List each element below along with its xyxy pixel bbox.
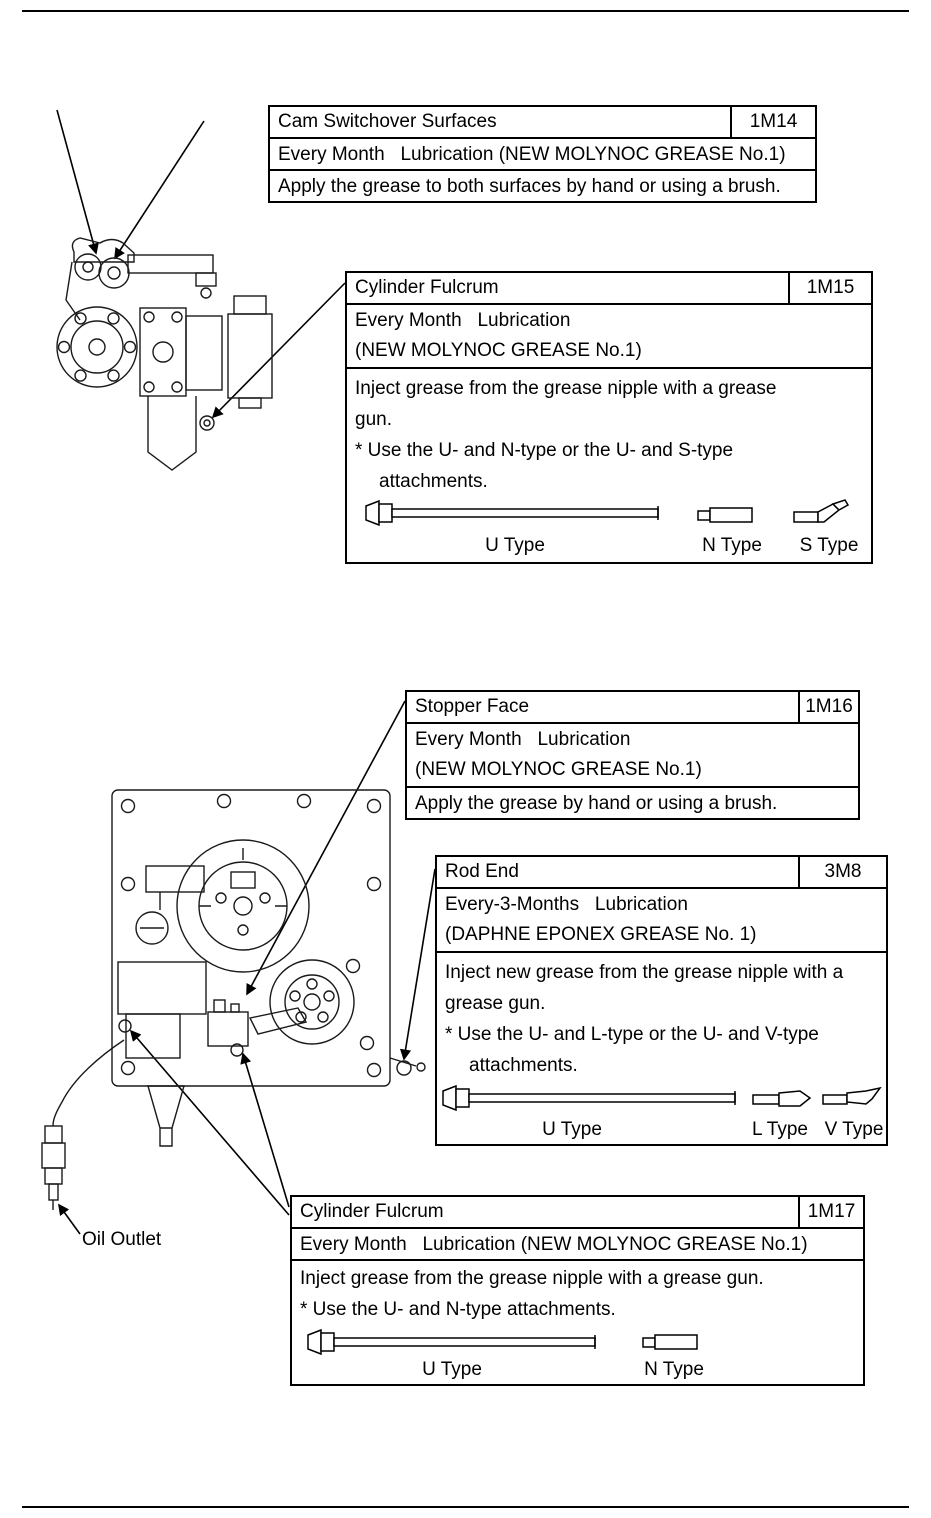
leader-cam-surface-1 bbox=[57, 110, 96, 253]
callout-title: Cylinder Fulcrum bbox=[300, 1201, 444, 1222]
u-type-attachment-diagram bbox=[365, 499, 665, 527]
s-type-attachment-diagram bbox=[793, 499, 855, 525]
instruction-line: * Use the U- and N-type attachments. bbox=[300, 1299, 616, 1320]
n-type-attachment-diagram bbox=[642, 1332, 700, 1352]
callout-cylinder-fulcrum-1m15 bbox=[345, 271, 873, 564]
u-type-label: U Type bbox=[422, 1359, 482, 1380]
instruction-line: * Use the U- and N-type or the U- and S-type bbox=[355, 440, 734, 461]
schedule-line: Every Month Lubrication (NEW MOLYNOC GREASE No.1) bbox=[278, 144, 786, 165]
callout-cylinder-fulcrum-1m17 bbox=[290, 1195, 865, 1386]
schedule-line: Every-3-Months Lubrication bbox=[445, 894, 688, 915]
instruction-line: Apply the grease by hand or using a brush. bbox=[415, 793, 778, 814]
schedule-line: Every Month Lubrication bbox=[355, 310, 571, 331]
instruction-line: * Use the U- and L-type or the U- and V-type bbox=[445, 1024, 819, 1045]
callout-code: 1M15 bbox=[788, 273, 871, 303]
callout-rod-end bbox=[435, 855, 888, 1146]
s-type-label: S Type bbox=[799, 535, 859, 556]
top-assembly-diagram bbox=[57, 238, 272, 470]
leader-rod-end bbox=[404, 869, 435, 1059]
schedule-line: (NEW MOLYNOC GREASE No.1) bbox=[415, 759, 702, 780]
oil-outlet-label: Oil Outlet bbox=[82, 1229, 162, 1250]
instruction-line: Inject grease from the grease nipple with a grease gun. bbox=[300, 1268, 764, 1289]
leader-stopper-face bbox=[247, 701, 405, 994]
callout-cam-switchover bbox=[268, 105, 817, 203]
leader-cylinder-fulcrum-17a bbox=[243, 1054, 289, 1207]
n-type-label: N Type bbox=[644, 1359, 704, 1380]
l-type-label: L Type bbox=[752, 1119, 808, 1140]
callout-title: Cylinder Fulcrum bbox=[355, 277, 499, 298]
callout-code: 1M14 bbox=[730, 107, 815, 137]
callout-code: 1M17 bbox=[798, 1197, 863, 1227]
leader-oil-outlet bbox=[59, 1205, 80, 1234]
callout-title: Stopper Face bbox=[415, 696, 530, 717]
schedule-line: Every Month Lubrication (NEW MOLYNOC GREASE No.1) bbox=[300, 1234, 808, 1255]
schedule-line: (DAPHNE EPONEX GREASE No. 1) bbox=[445, 924, 757, 945]
u-type-attachment-diagram bbox=[307, 1328, 602, 1356]
instruction-line: Inject grease from the grease nipple with a grease bbox=[355, 378, 777, 399]
schedule-line: Every Month Lubrication bbox=[415, 729, 631, 750]
instruction-line: Apply the grease to both surfaces by hand or using a brush. bbox=[278, 176, 781, 197]
callout-code: 1M16 bbox=[798, 692, 858, 722]
u-type-attachment-diagram bbox=[442, 1084, 742, 1112]
callout-code: 3M8 bbox=[798, 857, 886, 887]
leader-cam-surface-2 bbox=[115, 121, 204, 258]
instruction-line: grease gun. bbox=[445, 993, 546, 1014]
callout-stopper-face bbox=[405, 690, 860, 820]
l-type-attachment-diagram bbox=[752, 1089, 816, 1109]
v-type-label: V Type bbox=[824, 1119, 884, 1140]
u-type-label: U Type bbox=[542, 1119, 602, 1140]
instruction-line: attachments. bbox=[469, 1055, 578, 1076]
callout-title: Rod End bbox=[445, 861, 519, 882]
n-type-label: N Type bbox=[702, 535, 762, 556]
instruction-line: Inject new grease from the grease nipple with a bbox=[445, 962, 844, 983]
instruction-line: gun. bbox=[355, 409, 392, 430]
n-type-attachment-diagram bbox=[697, 505, 755, 525]
callout-title: Cam Switchover Surfaces bbox=[278, 111, 497, 132]
bottom-assembly-diagram bbox=[42, 790, 425, 1210]
instruction-line: attachments. bbox=[379, 471, 488, 492]
schedule-line: (NEW MOLYNOC GREASE No.1) bbox=[355, 340, 642, 361]
v-type-attachment-diagram bbox=[822, 1087, 886, 1109]
leader-cylinder-fulcrum-15 bbox=[213, 283, 345, 417]
u-type-label: U Type bbox=[485, 535, 545, 556]
